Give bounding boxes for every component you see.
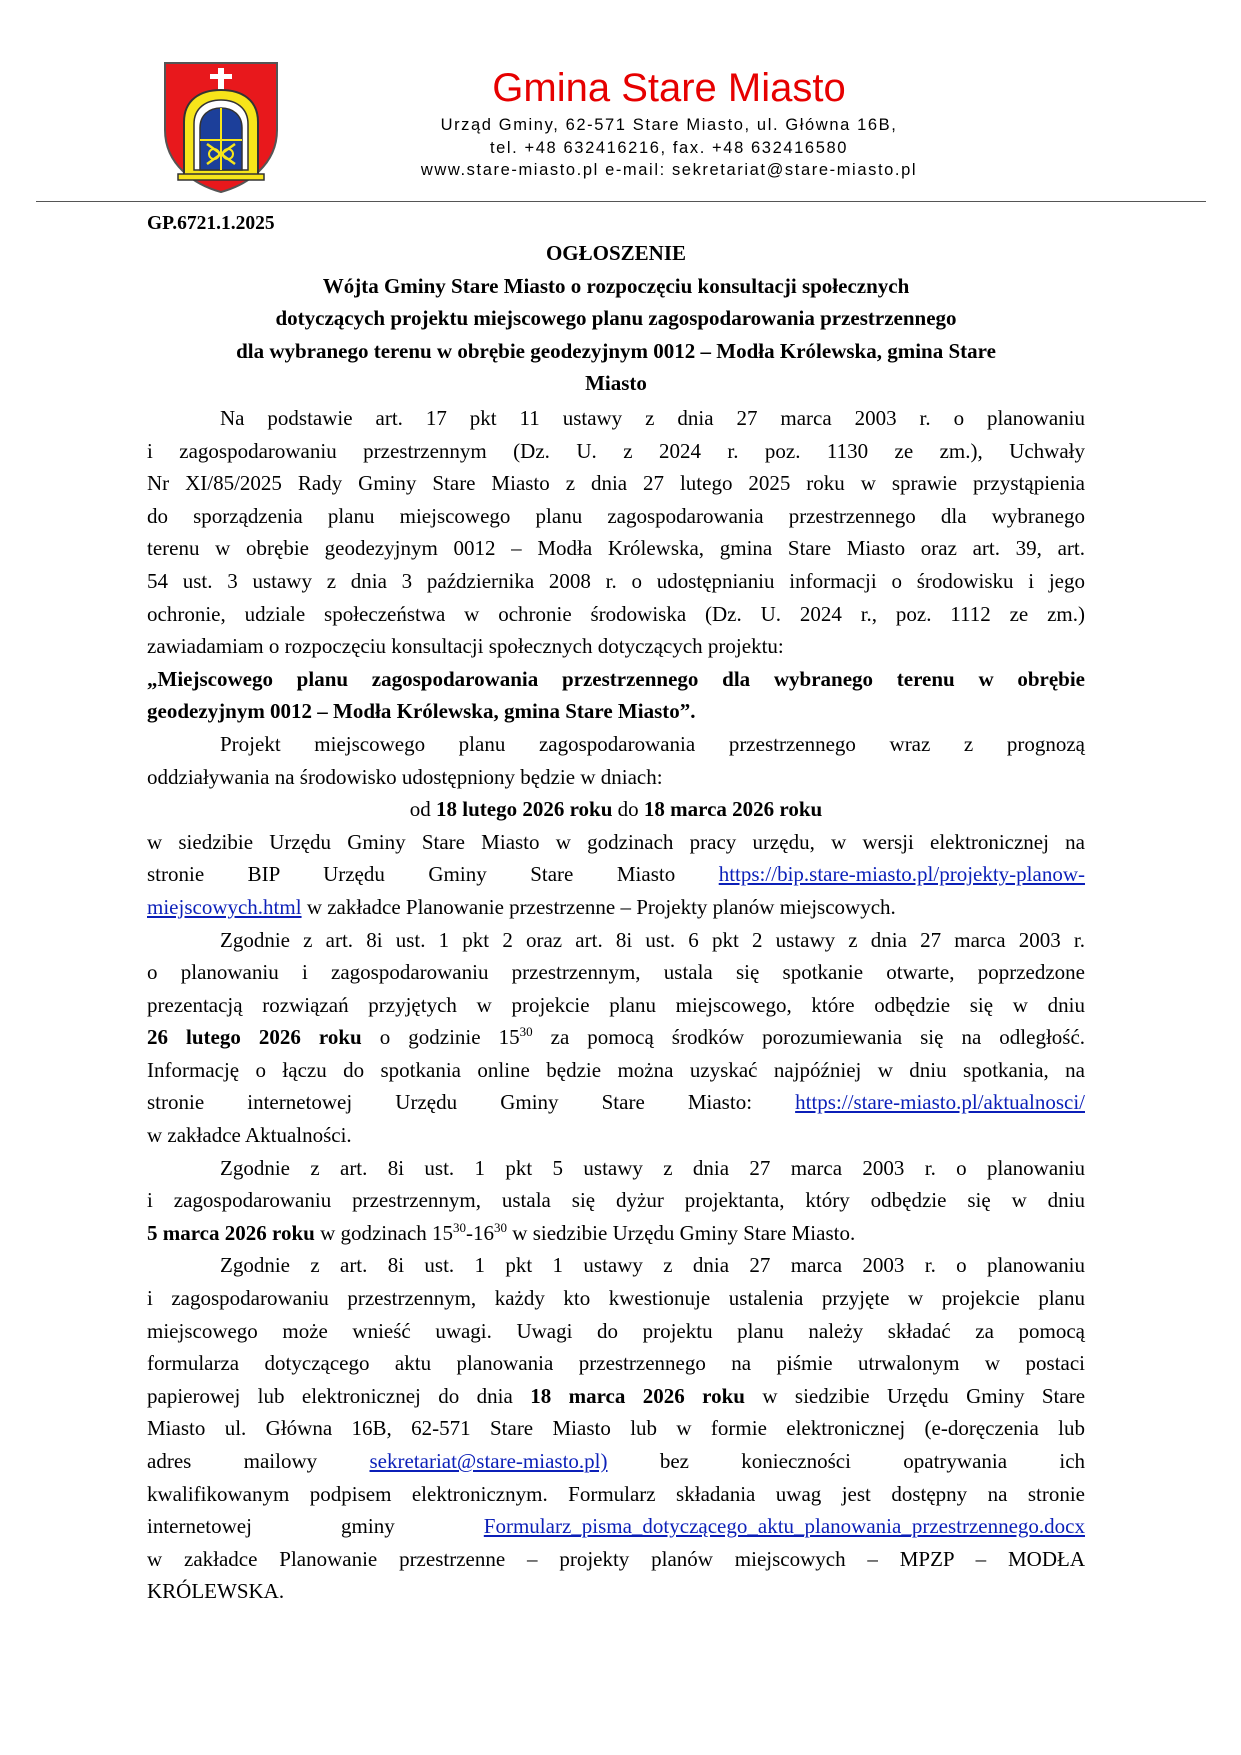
office-phone-fax: tel. +48 632416216, fax. +48 632416580 bbox=[489, 139, 849, 157]
body-line: oddziaływania na środowisko udostępniony będzie w dniach: bbox=[147, 764, 663, 789]
duty-hours-minutes: 30 bbox=[453, 1219, 467, 1235]
body-line: formularza dotyczącego aktu planowania przestrzennego na piśmie utrwalonym w postaci bbox=[147, 1351, 1085, 1376]
subtitle-line: Wójta Gminy Stare Miasto o rozpoczęciu konsultacji społecznych bbox=[322, 273, 910, 298]
duty-hours: w godzinach 15 bbox=[320, 1220, 454, 1245]
body-line: Projekt miejscowego planu zagospodarowania przestrzennego wraz z prognozą bbox=[220, 731, 1085, 756]
body-text: stronie internetowej Urzędu Gminy Stare Miasto: bbox=[147, 1090, 753, 1115]
body-text: za pomocą środków porozumiewania się na odległość. bbox=[550, 1025, 1086, 1050]
document-reference: GP.6721.1.2025 bbox=[147, 213, 275, 234]
announcement-title: OGŁOSZENIE bbox=[545, 241, 687, 265]
header-divider bbox=[36, 201, 1206, 202]
body-text: adres mailowy bbox=[147, 1449, 318, 1473]
duty-hours-end: -16 bbox=[466, 1220, 495, 1245]
body-line bbox=[147, 1510, 1085, 1543]
duty-hours-end-minutes: 30 bbox=[494, 1219, 508, 1235]
body-line: kwalifikowanym podpisem elektronicznym. Formularz składania uwag jest dostępny na stronie bbox=[147, 1481, 1085, 1506]
body-line: w zakładce Aktualności. bbox=[147, 1123, 352, 1148]
body-line bbox=[147, 1217, 1085, 1250]
period-to-date: 18 marca 2026 roku bbox=[643, 797, 823, 822]
secretariat-email-link[interactable]: sekretariat@stare-miasto.pl) bbox=[369, 1449, 608, 1473]
body-line: Nr XI/85/2025 Rady Gminy Stare Miasto z dnia 27 lutego 2025 roku w sprawie przystąpienia bbox=[147, 471, 1085, 496]
body-line: KRÓLEWSKA. bbox=[147, 1579, 285, 1604]
body-text: w siedzibie Urzędu Gminy Stare Miasto. bbox=[512, 1220, 856, 1245]
body-line: Miasto ul. Główna 16B, 62-571 Stare Miasto lub w formie elektronicznej (e-doręczenia lub bbox=[147, 1416, 1085, 1441]
body-line: o planowaniu i zagospodarowaniu przestrzennym, ustala się spotkanie otwarte, poprzedzone bbox=[147, 960, 1085, 985]
project-name-line: „Miejscowego planu zagospodarowania przestrzennego dla wybranego terenu w obrębie bbox=[147, 666, 1085, 691]
announcement-title-block bbox=[147, 237, 1085, 400]
body-text: w siedzibie Urzędu Gminy Stare bbox=[762, 1383, 1086, 1408]
organization-name: Gmina Stare Miasto bbox=[492, 66, 846, 110]
body-line: Zgodnie z art. 8i ust. 1 pkt 2 oraz art. 8i ust. 6 pkt 2 ustawy z dnia 27 marca 2003 r. bbox=[220, 927, 1085, 952]
body-line bbox=[147, 1445, 1085, 1478]
project-name-line: geodezyjnym 0012 – Modła Królewska, gmina Stare Miasto”. bbox=[147, 699, 696, 724]
meeting-time: o godzinie 15 bbox=[379, 1025, 520, 1050]
period-from-date: 18 lutego 2026 roku bbox=[436, 797, 613, 822]
body-line: ochronie, udziale społeczeństwa w ochronie środowiska (Dz. U. 2024 r., poz. 1112 ze zm.) bbox=[147, 601, 1085, 626]
body-text: internetowej gminy bbox=[147, 1514, 395, 1539]
body-text: bez konieczności opatrywania ich bbox=[659, 1449, 1086, 1473]
body-line: w siedzibie Urzędu Gminy Stare Miasto w godzinach pracy urzędu, w wersji elektronicznej na bbox=[147, 829, 1085, 854]
period-to-word: do bbox=[617, 797, 639, 822]
body-line: prezentacją rozwiązań przyjętych w projekcie planu miejscowego, które odbędzie się w dniu bbox=[147, 992, 1085, 1017]
meeting-time-minutes: 30 bbox=[519, 1024, 533, 1040]
office-address: Urząd Gminy, 62-571 Stare Miasto, ul. Główna 16B, bbox=[440, 116, 898, 134]
comment-form-link[interactable]: Formularz_pisma_dotyczącego_aktu_planowania_przestrzennego.docx bbox=[483, 1514, 1085, 1539]
body-text: stronie BIP Urzędu Gminy Stare Miasto bbox=[147, 862, 676, 887]
body-line: Zgodnie z art. 8i ust. 1 pkt 5 ustawy z dnia 27 marca 2003 r. o planowaniu bbox=[220, 1155, 1085, 1180]
body-line: i zagospodarowaniu przestrzennym, ustala się dyżur projektanta, który odbędzie się w dniu bbox=[147, 1188, 1085, 1213]
bip-projects-link-continued[interactable]: miejscowych.html bbox=[147, 894, 302, 919]
body-line: w zakładce Planowanie przestrzenne – projekty planów miejscowych – MPZP – MODŁA bbox=[147, 1546, 1085, 1571]
availability-period bbox=[147, 793, 1085, 826]
body-line bbox=[147, 1380, 1085, 1413]
office-web-email: www.stare-miasto.pl e-mail: sekretariat@stare-miasto.pl bbox=[420, 161, 918, 179]
body-line bbox=[147, 1021, 1085, 1054]
body-line: terenu w obrębie geodezyjnym 0012 – Modła Królewska, gmina Stare Miasto oraz art. 39, art. bbox=[147, 536, 1085, 561]
duty-date: 5 marca 2026 roku bbox=[147, 1220, 315, 1245]
subtitle-line: dla wybranego terenu w obrębie geodezyjnym 0012 – Modła Królewska, gmina Stare bbox=[236, 338, 996, 363]
body-line: Zgodnie z art. 8i ust. 1 pkt 1 ustawy z dnia 27 marca 2003 r. o planowaniu bbox=[220, 1253, 1085, 1278]
subtitle-line: Miasto bbox=[585, 371, 647, 395]
body-line: i zagospodarowaniu przestrzennym, każdy kto kwestionuje ustalenia przyjęte w projekcie planu bbox=[147, 1286, 1085, 1311]
body-line: do sporządzenia planu miejscowego planu zagospodarowania przestrzennego dla wybranego bbox=[147, 503, 1085, 528]
coat-of-arms-icon bbox=[162, 60, 280, 195]
body-line: miejscowego może wnieść uwagi. Uwagi do projektu planu należy składać za pomocą bbox=[147, 1318, 1085, 1343]
body-line: Informację o łączu do spotkania online będzie można uzyskać najpóźniej w dniu spotkania, na bbox=[147, 1057, 1085, 1082]
period-from-word: od bbox=[409, 797, 431, 822]
bip-projects-link[interactable]: https://bip.stare-miasto.pl/projekty-planow- bbox=[718, 862, 1085, 887]
announcement-body bbox=[147, 402, 1085, 1608]
body-line bbox=[147, 1086, 1085, 1119]
body-line bbox=[147, 891, 1085, 924]
body-line: Na podstawie art. 17 pkt 11 ustawy z dnia 27 marca 2003 r. o planowaniu bbox=[220, 406, 1085, 430]
body-line: i zagospodarowaniu przestrzennym (Dz. U. z 2024 r. poz. 1130 ze zm.), Uchwały bbox=[147, 438, 1085, 463]
body-text: w zakładce Planowanie przestrzenne – Projekty planów miejscowych. bbox=[306, 894, 896, 919]
body-line bbox=[147, 858, 1085, 891]
body-line: zawiadamiam o rozpoczęciu konsultacji społecznych dotyczących projektu: bbox=[147, 634, 784, 659]
subtitle-line: dotyczących projektu miejscowego planu zagospodarowania przestrzennego bbox=[275, 306, 957, 330]
comments-deadline: 18 marca 2026 roku bbox=[530, 1383, 745, 1408]
body-text: papierowej lub elektronicznej do dnia bbox=[147, 1383, 513, 1408]
body-line: 54 ust. 3 ustawy z dnia 3 października 2008 r. o udostępnianiu informacji o środowisku i jego bbox=[147, 568, 1085, 593]
meeting-date: 26 lutego 2026 roku bbox=[147, 1025, 362, 1050]
news-page-link[interactable]: https://stare-miasto.pl/aktualnosci/ bbox=[795, 1090, 1085, 1115]
